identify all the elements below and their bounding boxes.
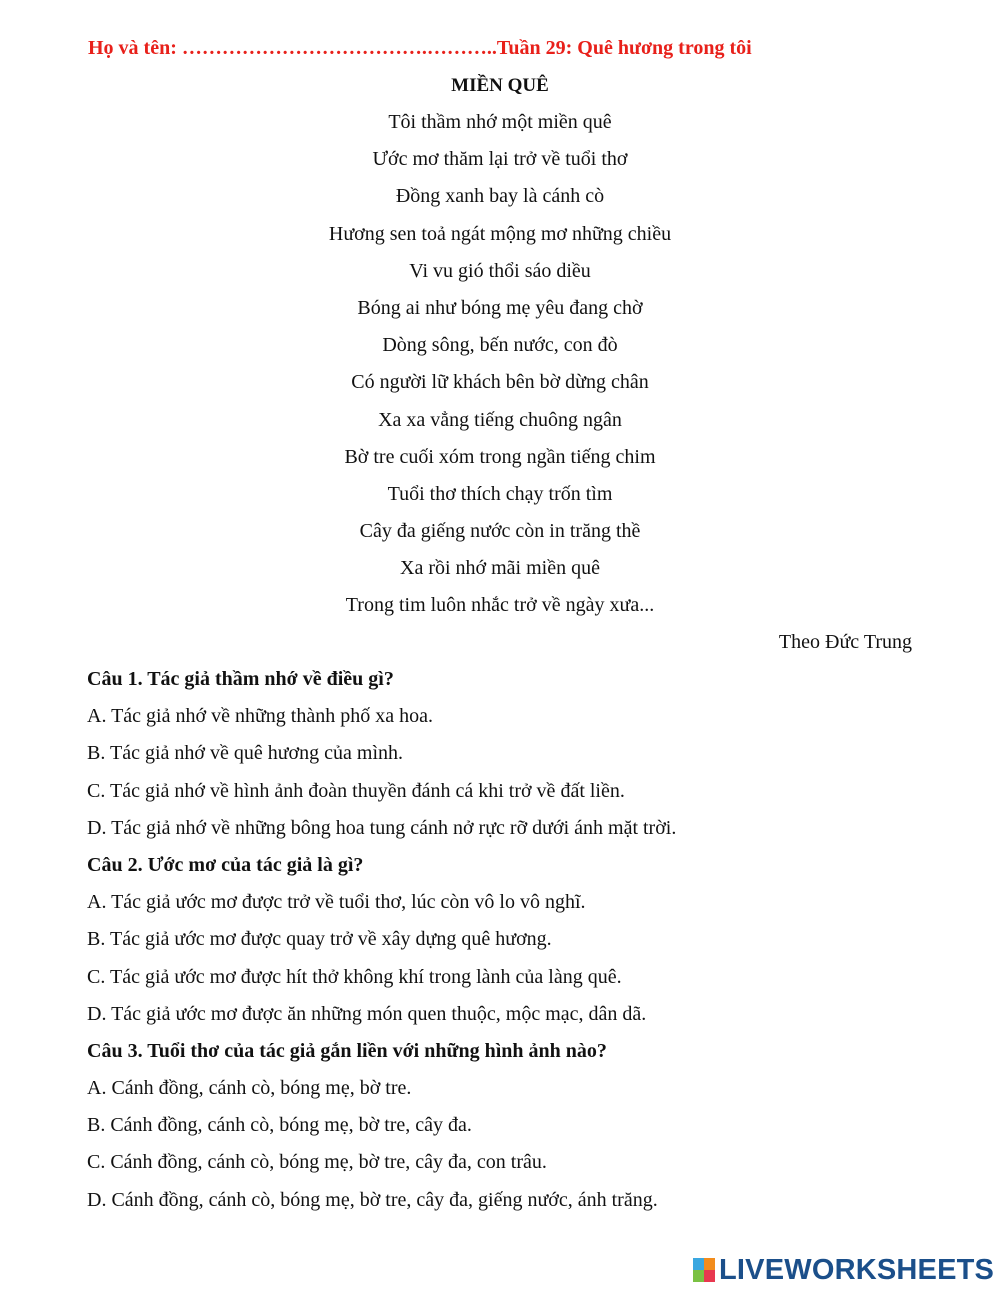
poem-line: Dòng sông, bến nước, con đò [382, 334, 618, 357]
question-3-option-b[interactable]: B. Cánh đồng, cánh cò, bóng mẹ, bờ tre, cây đa. [87, 1114, 472, 1137]
poem-line: Xa rồi nhớ mãi miền quê [400, 557, 600, 580]
poem-line: Vi vu gió thổi sáo diều [409, 259, 591, 282]
poem-line: Tôi thầm nhớ một miền quê [388, 111, 612, 133]
poem-line: Ước mơ thăm lại trở về tuổi thơ [372, 148, 628, 171]
question-2: Câu 2. Ước mơ của tác giả là gì? [87, 853, 364, 876]
poem-line: Có người lữ khách bên bờ dừng chân [351, 371, 649, 394]
poem-author: Theo Đức Trung [778, 631, 912, 653]
question-1-option-d[interactable]: D. Tác giả nhớ về những bông hoa tung cánh nở rực rỡ dưới ánh mặt trời. [87, 816, 677, 839]
question-2-option-c[interactable]: C. Tác giả ước mơ được hít thở không khí trong lành của làng quê. [87, 965, 622, 988]
question-3-option-d[interactable]: D. Cánh đồng, cánh cò, bóng mẹ, bờ tre, cây đa, giếng nước, ánh trăng. [87, 1188, 658, 1211]
question-3: Câu 3. Tuổi thơ của tác giả gắn liền với những hình ảnh nào? [87, 1039, 607, 1062]
poem-line: Đồng xanh bay là cánh cò [395, 185, 605, 208]
student-name-header: Họ và tên: ……………………………….………..Tuần 29: Quê hương trong tôi [88, 37, 752, 59]
liveworksheets-logo [693, 1253, 994, 1287]
poem-title: MIỀN QUÊ [451, 75, 549, 96]
question-2-option-b[interactable]: B. Tác giả ước mơ được quay trở về xây dựng quê hương. [87, 928, 552, 951]
question-2-option-a[interactable]: A. Tác giả ước mơ được trở về tuổi thơ, lúc còn vô lo vô nghĩ. [87, 891, 586, 914]
poem-line: Tuổi thơ thích chạy trốn tìm [387, 482, 613, 505]
question-list [87, 665, 947, 1223]
logo-text: LIVEWORKSHEETS [719, 1254, 995, 1286]
poem-line: Hương sen toả ngát mộng mơ những chiều [328, 222, 672, 245]
question-2-option-d[interactable]: D. Tác giả ước mơ được ăn những món quen thuộc, mộc mạc, dân dã. [87, 1002, 647, 1025]
poem-line: Bóng ai như bóng mẹ yêu đang chờ [357, 296, 643, 319]
poem-body [0, 108, 1000, 629]
logo-square-red [704, 1270, 715, 1282]
question-1-option-c[interactable]: C. Tác giả nhớ về hình ảnh đoàn thuyền đánh cá khi trở về đất liền. [87, 779, 625, 802]
question-3-option-c[interactable]: C. Cánh đồng, cánh cò, bóng mẹ, bờ tre, cây đa, con trâu. [87, 1151, 547, 1174]
question-1-option-a[interactable]: A. Tác giả nhớ về những thành phố xa hoa. [87, 705, 433, 728]
question-1-option-b[interactable]: B. Tác giả nhớ về quê hương của mình. [87, 742, 403, 765]
poem-line: Cây đa giếng nước còn in trăng thề [359, 520, 641, 543]
logo-square-green [693, 1270, 704, 1282]
poem-line: Xa xa vẳng tiếng chuông ngân [378, 408, 622, 431]
logo-square-blue [693, 1258, 704, 1270]
question-1: Câu 1. Tác giả thầm nhớ về điều gì? [87, 668, 394, 690]
poem-line: Trong tim luôn nhắc trở về ngày xưa... [345, 594, 655, 617]
logo-square-orange [704, 1258, 715, 1270]
liveworksheets-logo-icon [693, 1258, 715, 1282]
question-3-option-a[interactable]: A. Cánh đồng, cánh cò, bóng mẹ, bờ tre. [87, 1077, 412, 1100]
poem-line: Bờ tre cuối xóm trong ngần tiếng chim [344, 445, 656, 468]
